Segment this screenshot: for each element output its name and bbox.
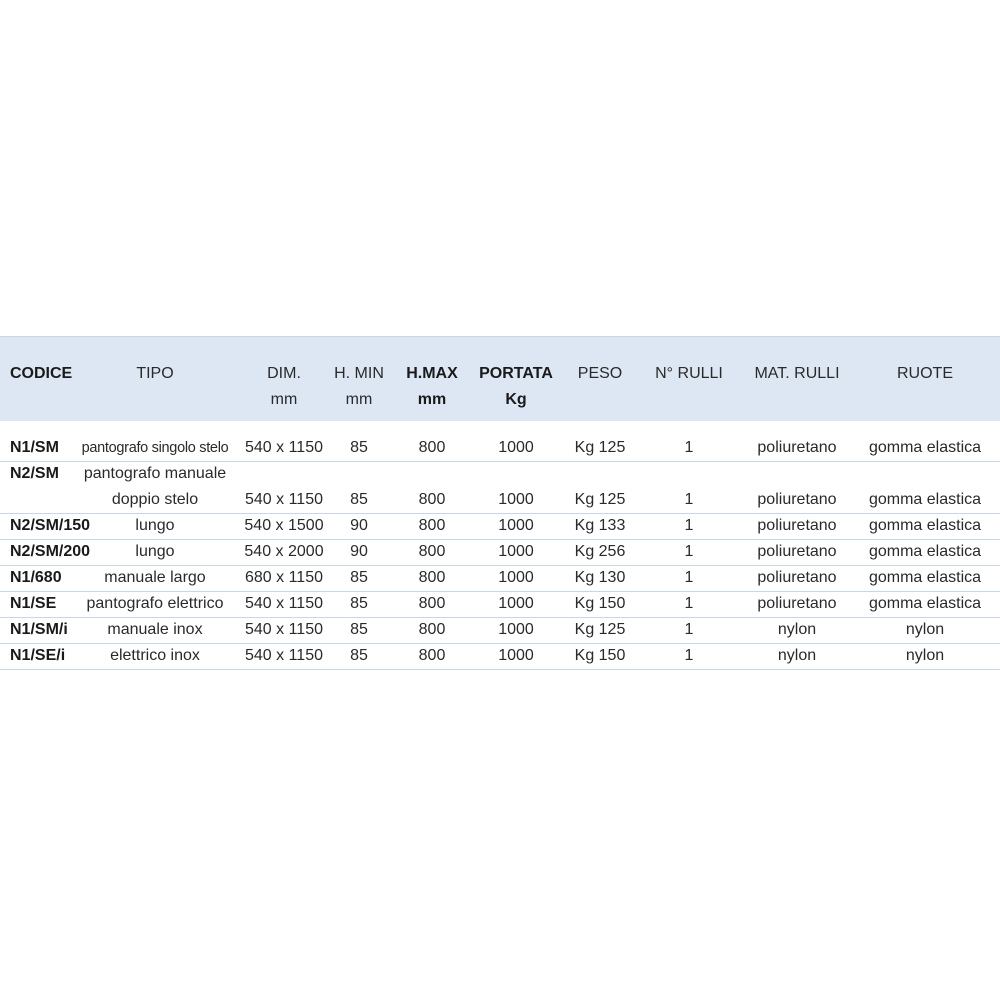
cell-tipo: lungo xyxy=(135,543,175,560)
table-row xyxy=(0,539,1000,566)
header-dim-line: mm xyxy=(270,391,298,408)
header-ruote xyxy=(865,361,985,387)
cell-portata: 1000 xyxy=(498,569,534,586)
cell-hmin: 90 xyxy=(350,517,368,534)
cell-codice: N1/SE xyxy=(10,595,57,612)
cell-tipo: pantografo manuale xyxy=(83,465,227,482)
cell-codice: N2/SM/150 xyxy=(10,517,91,534)
cell-hmin: 85 xyxy=(350,647,368,664)
cell-tipo: manuale inox xyxy=(107,621,203,638)
cell-tipo: pantografo elettrico xyxy=(86,595,224,612)
cell-peso: Kg 256 xyxy=(574,543,626,560)
table-row xyxy=(0,591,1000,618)
cell-hmax: 800 xyxy=(418,621,446,638)
cell-codice: N1/SE/i xyxy=(10,647,66,664)
header-ruote-line: RUOTE xyxy=(897,365,953,382)
cell-hmin: 85 xyxy=(350,491,368,508)
cell-mat: poliuretano xyxy=(757,569,837,586)
cell-hmax: 800 xyxy=(418,647,446,664)
cell-dim: 540 x 2000 xyxy=(244,543,324,560)
table-row xyxy=(0,617,1000,644)
table-row xyxy=(0,461,1000,514)
cell-mat: nylon xyxy=(777,647,817,664)
cell-peso: Kg 125 xyxy=(574,439,626,456)
cell-ruote: nylon xyxy=(905,621,945,638)
table-header-row xyxy=(0,336,1000,421)
cell-hmin: 85 xyxy=(350,595,368,612)
cell-ruote: gomma elastica xyxy=(868,491,982,508)
cell-portata: 1000 xyxy=(498,439,534,456)
cell-peso: Kg 133 xyxy=(574,517,626,534)
cell-hmin: 85 xyxy=(350,621,368,638)
cell-tipo: manuale largo xyxy=(104,569,206,586)
cell-rulli: 1 xyxy=(684,595,694,612)
cell-codice: N1/680 xyxy=(10,569,62,586)
cell-hmax: 800 xyxy=(418,517,446,534)
cell-portata: 1000 xyxy=(498,621,534,638)
cell-tipo: elettrico inox xyxy=(110,647,200,664)
cell-codice: N2/SM xyxy=(10,465,59,482)
header-rulli xyxy=(629,361,749,387)
cell-rulli: 1 xyxy=(684,517,694,534)
cell-tipo: pantografo singolo stelo xyxy=(81,440,229,456)
cell-dim: 540 x 1150 xyxy=(245,595,323,612)
cell-hmax: 800 xyxy=(418,595,446,612)
cell-peso: Kg 125 xyxy=(574,621,626,638)
header-hmin-line: mm xyxy=(345,391,373,408)
cell-ruote: gomma elastica xyxy=(868,595,982,612)
cell-ruote: gomma elastica xyxy=(868,543,982,560)
cell-codice: N1/SM/i xyxy=(10,621,68,638)
header-mat-line: MAT. RULLI xyxy=(754,365,840,382)
product-spec-table xyxy=(0,336,1000,671)
cell-rulli: 1 xyxy=(684,491,694,508)
cell-hmin: 90 xyxy=(350,543,368,560)
cell-ruote: gomma elastica xyxy=(868,569,982,586)
cell-mat: poliuretano xyxy=(757,595,837,612)
header-dim-line: DIM. xyxy=(267,365,301,382)
cell-rulli: 1 xyxy=(684,647,694,664)
cell-codice: N2/SM/200 xyxy=(10,543,91,560)
header-portata-line: PORTATA xyxy=(479,365,553,382)
cell-mat: poliuretano xyxy=(757,439,837,456)
table-row xyxy=(0,565,1000,592)
cell-ruote: nylon xyxy=(905,647,945,664)
table-body xyxy=(0,421,1000,671)
cell-hmin: 85 xyxy=(350,439,368,456)
cell-portata: 1000 xyxy=(498,647,534,664)
cell-peso: Kg 150 xyxy=(574,647,626,664)
header-hmin-line: H. MIN xyxy=(334,365,384,382)
cell-rulli: 1 xyxy=(684,621,694,638)
cell-portata: 1000 xyxy=(498,491,534,508)
table-row xyxy=(0,435,1000,462)
cell-hmax: 800 xyxy=(418,491,446,508)
cell-rulli: 1 xyxy=(684,543,694,560)
header-tipo xyxy=(95,361,215,387)
header-portata-line: Kg xyxy=(505,391,527,408)
cell-mat: nylon xyxy=(777,621,817,638)
cell-codice: N1/SM xyxy=(10,439,59,456)
cell-mat: poliuretano xyxy=(757,491,837,508)
header-peso-line: PESO xyxy=(577,365,623,382)
table-row xyxy=(0,643,1000,670)
header-codice xyxy=(10,361,72,387)
cell-portata: 1000 xyxy=(498,517,534,534)
cell-hmax: 800 xyxy=(418,439,446,456)
cell-hmin: 85 xyxy=(350,569,368,586)
cell-ruote: gomma elastica xyxy=(868,517,982,534)
header-hmax-line: H.MAX xyxy=(406,365,458,382)
cell-peso: Kg 150 xyxy=(574,595,626,612)
header-mat xyxy=(737,361,857,387)
cell-dim: 540 x 1150 xyxy=(245,491,323,508)
cell-mat: poliuretano xyxy=(757,517,837,534)
cell-dim: 540 x 1150 xyxy=(245,621,323,638)
cell-tipo: doppio stelo xyxy=(111,491,199,508)
cell-dim: 680 x 1150 xyxy=(245,569,323,586)
header-rulli-line: N° RULLI xyxy=(655,365,723,382)
cell-tipo: lungo xyxy=(135,517,175,534)
cell-rulli: 1 xyxy=(684,569,694,586)
cell-ruote: gomma elastica xyxy=(868,439,982,456)
cell-dim: 540 x 1500 xyxy=(244,517,324,534)
header-codice-line: CODICE xyxy=(10,365,73,382)
cell-dim: 540 x 1150 xyxy=(245,647,323,664)
cell-hmax: 800 xyxy=(418,543,446,560)
cell-mat: poliuretano xyxy=(757,543,837,560)
cell-peso: Kg 130 xyxy=(574,569,626,586)
cell-rulli: 1 xyxy=(684,439,694,456)
cell-dim: 540 x 1150 xyxy=(245,439,323,456)
header-hmax-line: mm xyxy=(417,391,447,408)
header-tipo-line: TIPO xyxy=(136,365,174,382)
table-row xyxy=(0,513,1000,540)
cell-hmax: 800 xyxy=(418,569,446,586)
cell-peso: Kg 125 xyxy=(574,491,626,508)
cell-portata: 1000 xyxy=(498,543,534,560)
cell-portata: 1000 xyxy=(498,595,534,612)
